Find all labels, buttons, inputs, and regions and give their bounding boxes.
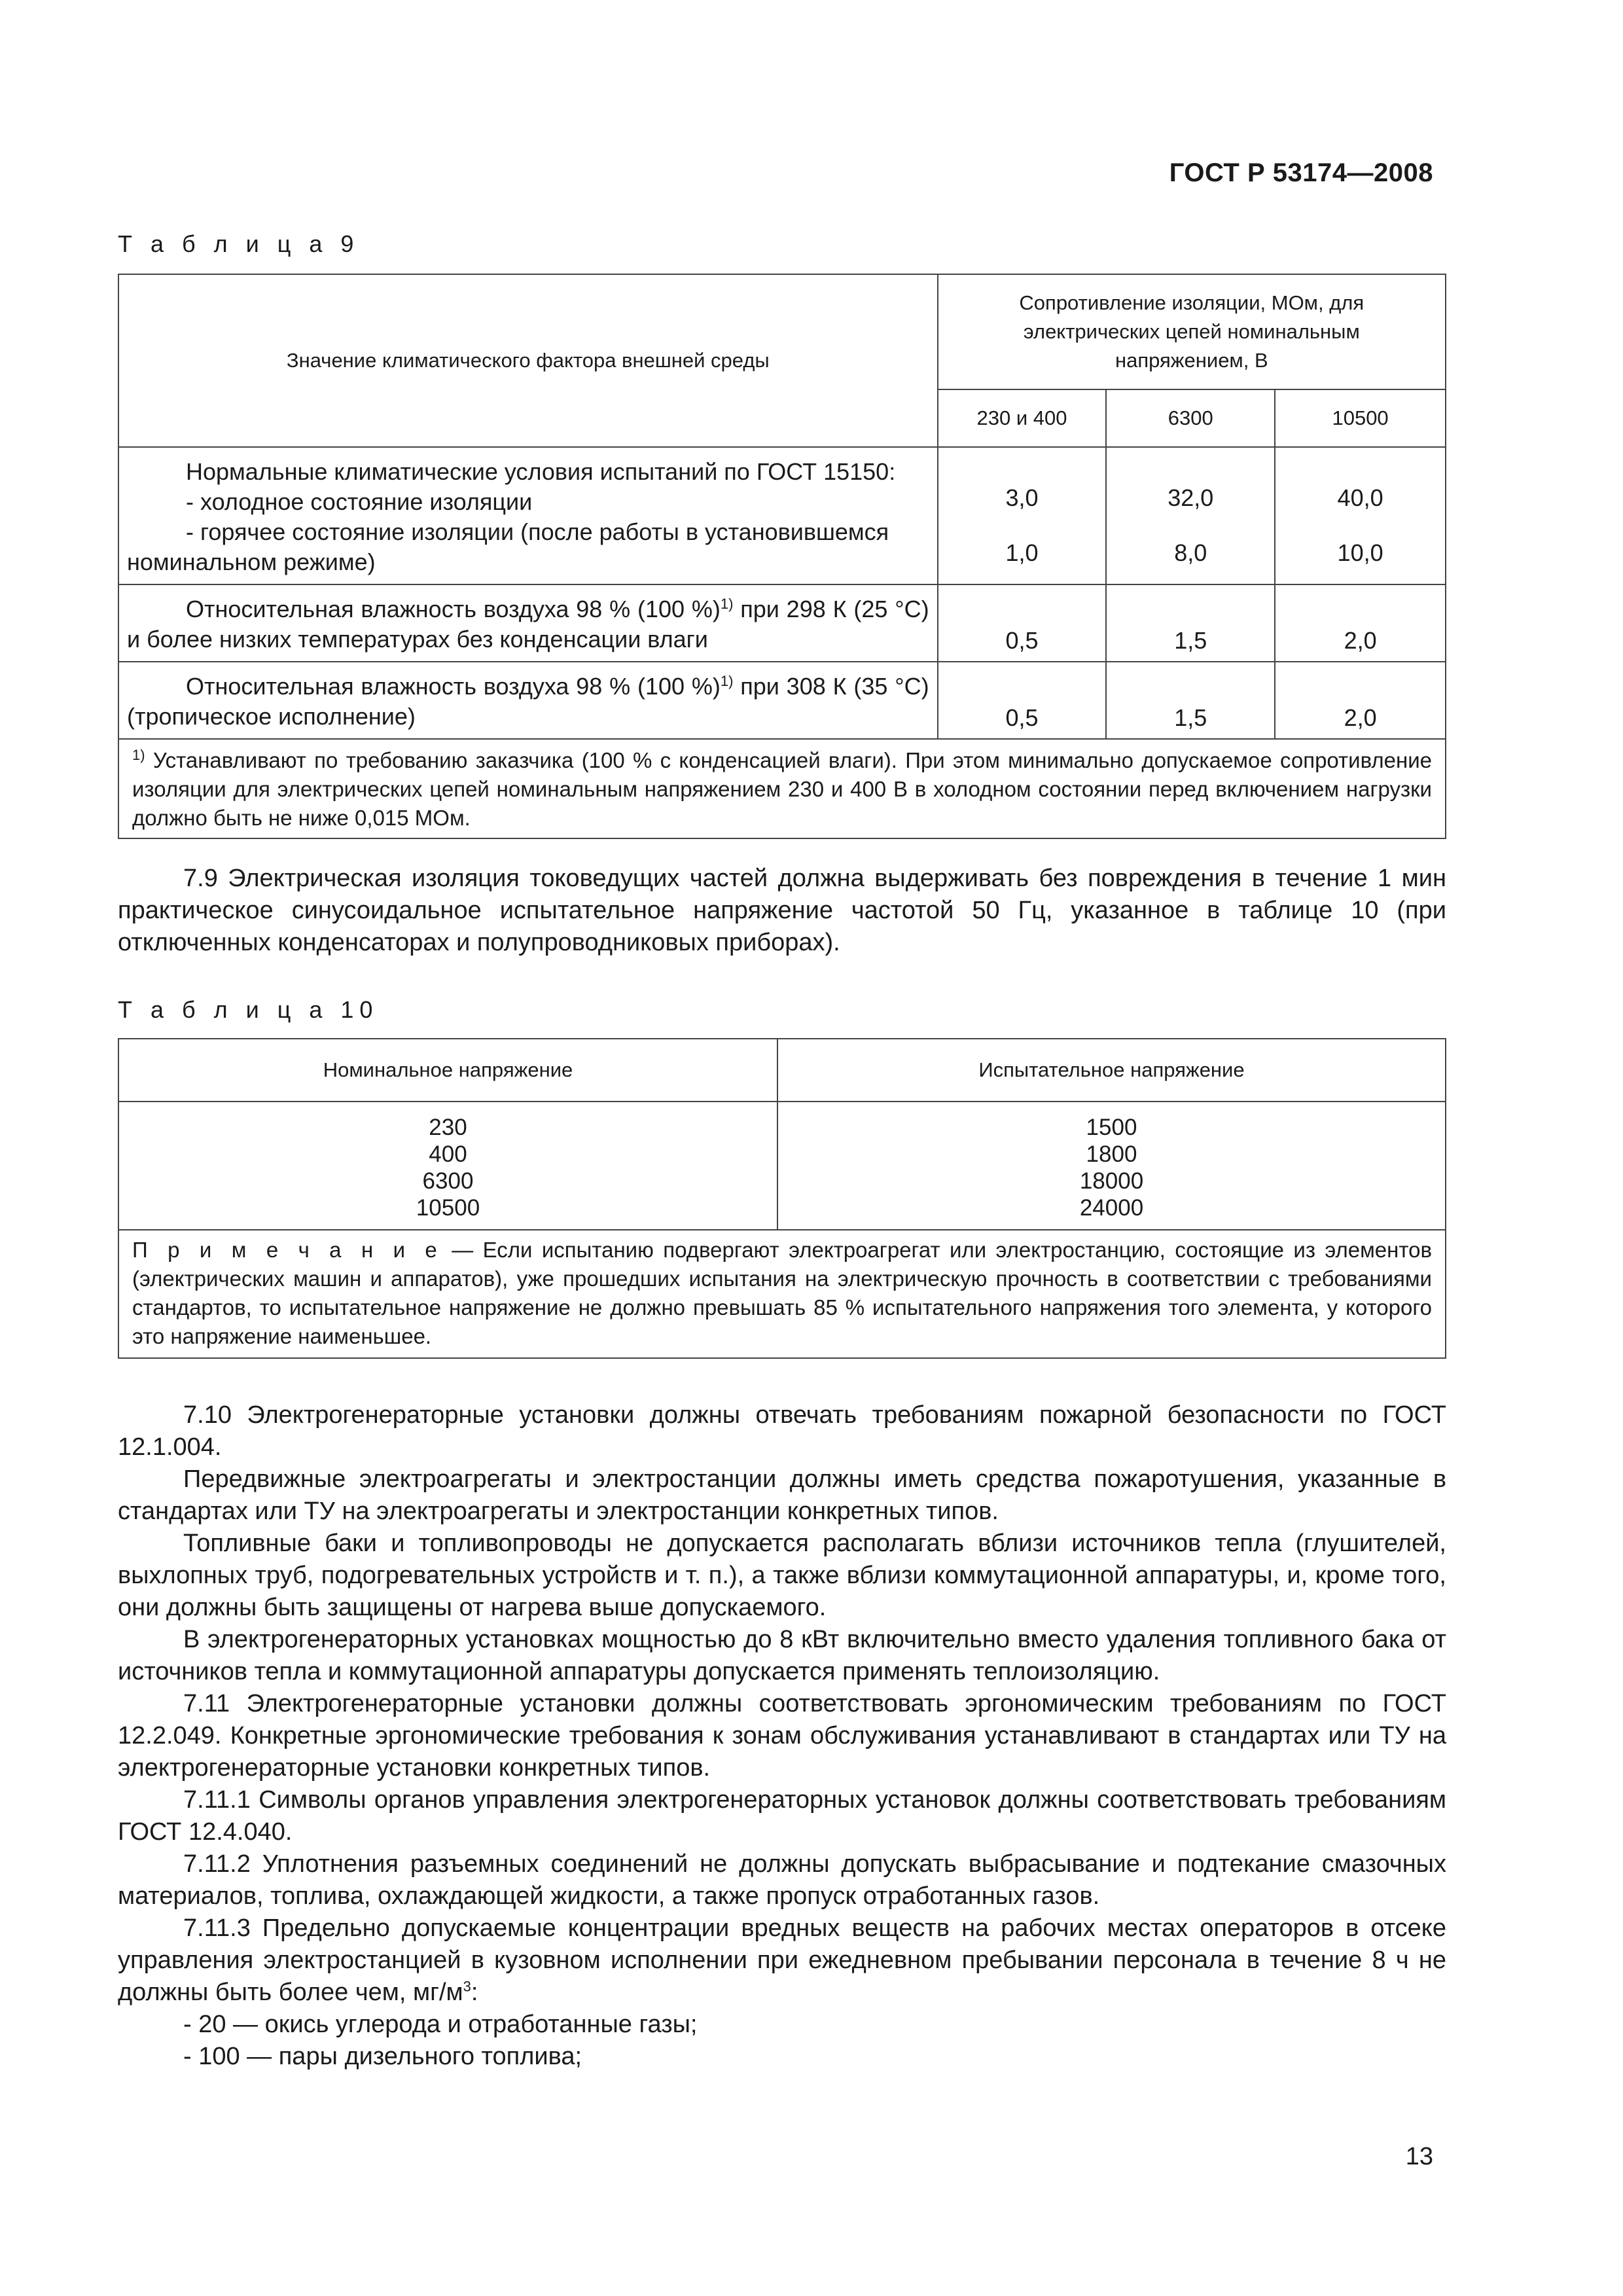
table9-footnote: [118, 739, 1446, 838]
table9-caption: Т а б л и ц а 9: [118, 230, 360, 257]
table9-row: [118, 662, 1446, 739]
table9-row-condition: [118, 447, 938, 584]
section-7-9: [118, 863, 1446, 959]
sections-7-10-to-7-11-2: [118, 1399, 1446, 2073]
table9-value: 2,0: [1275, 584, 1446, 662]
paragraph: 7.10 Электрогенераторные установки должны отвечать требованиям пожарной безопасности по ГОСТ 12.1.004.: [118, 1401, 1446, 1461]
list-item: - 20 — окись углерода и отработанные газы;: [183, 2011, 698, 2038]
table9-value: 1,5: [1106, 584, 1275, 662]
table9-cell: [1275, 447, 1446, 584]
table9-value: 40,0: [1337, 484, 1383, 511]
table9-row1-line: - холодное состояние изоляции: [186, 488, 533, 515]
paragraph: 7.11.2 Уплотнения разъемных соединений не должны допускать выбрасывание и подтекание смазочных материалов, топлива, охлаждающей жидкости, а также пропуск отработанных газов.: [118, 1850, 1446, 1910]
table10-nominal-values: [118, 1102, 777, 1230]
table10-value: 6300: [422, 1168, 474, 1194]
table10-caption: Т а б л и ц а 10: [118, 996, 379, 1023]
table9-row3-text: при 308 К (35 °С) (тропическое исполнение): [127, 673, 929, 730]
table9-voltage-header: 230 и 400: [938, 389, 1107, 447]
paragraph: В электрогенераторных установках мощностью до 8 кВт включительно вместо удаления топливного бака от источников тепла и коммутационной аппаратуры допускается применять теплоизоляцию.: [118, 1626, 1446, 1685]
paragraph: 7.11.1 Символы органов управления электрогенераторных установок должны соответствовать требованиям ГОСТ 12.4.040.: [118, 1786, 1446, 1846]
table10-note-row: [118, 1230, 1446, 1358]
table9-value: 1,5: [1106, 662, 1275, 739]
table9-header-factor: Значение климатического фактора внешней среды: [118, 274, 938, 447]
table9-value: 0,5: [938, 584, 1107, 662]
paragraph-7-11-3: [118, 1912, 1446, 2009]
paragraph: 7.9 Электрическая изоляция токоведущих частей должна выдерживать без повреждения в течение 1 мин практическое синусоидальное испытательное напряжение частотой 50 Гц, указанное в таблице 10 (при отключенных конденсаторах и полупроводниковых приборах).: [118, 865, 1446, 956]
table10-value: 10500: [416, 1195, 480, 1221]
footnote-mark: 1): [132, 747, 145, 763]
table9-row1-line: - горячее состояние изоляции (после работы в установившемся: [186, 518, 889, 545]
paragraph: Топливные баки и топливопроводы не допускается располагать вблизи источников тепла (глушителей, выхлопных труб, подогревательных устройств и т. п.), а также вблизи коммутационной аппаратуры, и, кроме того, они должны быть защищены от нагрева выше допускаемого.: [118, 1530, 1446, 1621]
footnote-ref: 1): [720, 596, 734, 612]
document-number: ГОСТ Р 53174—2008: [1169, 158, 1433, 187]
footnote-ref: 1): [720, 673, 734, 689]
table10: [118, 1038, 1446, 1359]
table10-value: 24000: [1079, 1195, 1144, 1221]
table10-value: 1500: [1086, 1115, 1137, 1140]
table9-row-condition: [118, 662, 938, 739]
table9-value: 2,0: [1275, 662, 1446, 739]
table9-row1-line: Нормальные климатические условия испытаний по ГОСТ 15150:: [186, 458, 896, 485]
table10-note: [118, 1230, 1446, 1358]
footnote-text: Устанавливают по требованию заказчика (100 % с конденсацией влаги). При этом минимально допускаемое сопротивление изоляции для электрических цепей номинальным напряжением 230 и 400 В в холодном состоянии перед включением нагрузки должно быть не ниже 0,015 МОм.: [132, 748, 1432, 830]
table9-value: 8,0: [1174, 539, 1207, 566]
table9: [118, 274, 1446, 839]
page-number: 13: [1405, 2143, 1433, 2170]
table10-header-nominal: Номинальное напряжение: [118, 1039, 777, 1102]
list-item: - 100 — пары дизельного топлива;: [183, 2043, 582, 2070]
table10-value: 18000: [1079, 1168, 1144, 1194]
table9-row: [118, 447, 1446, 584]
table9-cell: [1106, 447, 1275, 584]
table9-row-condition: [118, 584, 938, 662]
table9-cell: [938, 447, 1107, 584]
table10-values-row: [118, 1102, 1446, 1230]
note-text: — Если испытанию подвергают электроагрегат или электростанцию, состоящие из элементов (электрических машин и аппаратов), уже прошедших испытания на электрическую прочность в соответствии с требованиями стандартов, то испытательное напряжение не должно превышать 85 % испытательного напряжения того элемента, у которого это напряжение наименьшее.: [132, 1238, 1432, 1348]
table10-header-test: Испытательное напряжение: [777, 1039, 1446, 1102]
table9-value: 10,0: [1337, 539, 1383, 566]
paragraph: Передвижные электроагрегаты и электростанции должны иметь средства пожаротушения, указанные в стандартах или ТУ на электроагрегаты и электростанции конкретных типов.: [118, 1465, 1446, 1525]
table9-row3-text: Относительная влажность воздуха 98 % (100 %): [186, 673, 721, 700]
table9-row: [118, 584, 1446, 662]
paragraph-text: 7.11.3 Предельно допускаемые концентрации вредных веществ на рабочих местах операторов в отсеке управления электростанцией в кузовном исполнении при ежедневном пребывании персонала в течение 8 ч не должны быть более чем, мг/м: [118, 1914, 1446, 2006]
paragraph-text: :: [471, 1979, 478, 2006]
table10-value: 1800: [1086, 1141, 1137, 1167]
paragraph: 7.11 Электрогенераторные установки должны соответствовать эргономическим требованиям по ГОСТ 12.2.049. Конкретные эргономические требования к зонам обслуживания устанавливают в стандартах или ТУ на электрогенераторные установки конкретных типов.: [118, 1690, 1446, 1782]
table10-value: 230: [429, 1115, 467, 1140]
table9-header-resistance: Сопротивление изоляции, МОм, для электрических цепей номинальным напряжением, В: [938, 274, 1446, 389]
table10-test-values: [777, 1102, 1446, 1230]
table9-value: 1,0: [1005, 539, 1039, 566]
table10-value: 400: [429, 1141, 467, 1167]
table9-footnote-row: [118, 739, 1446, 838]
table9-value: 3,0: [1005, 484, 1039, 511]
note-label: П р и м е ч а н и е: [132, 1238, 442, 1262]
unit-exponent: 3: [463, 1978, 471, 1995]
table9-value: 32,0: [1168, 484, 1214, 511]
table9-row1-line: номинальном режиме): [127, 548, 376, 575]
table9-value: 0,5: [938, 662, 1107, 739]
table9-voltage-header: 10500: [1275, 389, 1446, 447]
table9-row2-text: при 298 К (25 °С) и более низких температурах без конденсации влаги: [127, 596, 929, 653]
table9-row2-text: Относительная влажность воздуха 98 % (100 %): [186, 596, 721, 622]
table9-voltage-header: 6300: [1106, 389, 1275, 447]
